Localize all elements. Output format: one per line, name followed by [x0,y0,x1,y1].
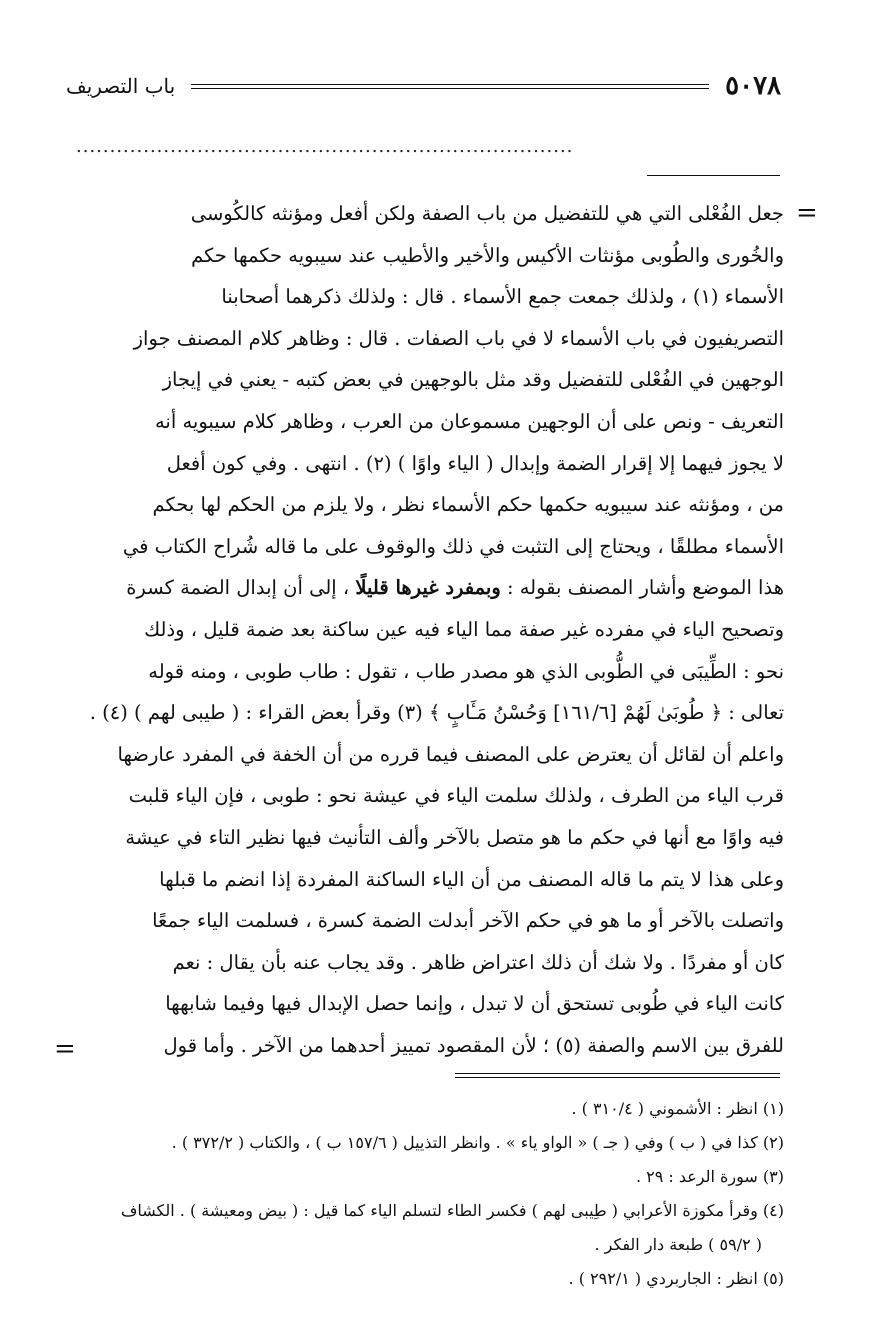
text-line: للفرق بين الاسم والصفة (٥) ؛ لأن المقصود تمييز أحدهما من الآخر . وأما قول [163,1033,784,1057]
text-line: واعلم أن لقائل أن يعترض على المصنف فيما قرره من أن الخفة في المفرد عارضها [117,742,784,766]
running-header [66,66,781,106]
text-line-quran-verse: تعالى : ﴿ طُوبَىٰ لَهُمْ [١٦١/٦] وَحُسْنُ مَـَٔابٍ ﴾ (٣) وقرأ بعض القراء : ( طيبى لهم ) (٤) . [89,701,784,725]
text-line: وتصحيح الياء في مفرده غير صفة مما الياء فيه عين ساكنة بعد ضمة قليل ، وذلك [144,617,784,641]
header-rule [191,84,709,89]
text-line: التعريف - ونص على أن الوجهين مسموعان من العرب ، وظاهر كلام سيبويه أنه [154,409,784,433]
footnote: (٢) كذا في ( ب ) وفي ( جـ ) « الواو ياء » . وانظر التذييل ( ١٥٧/٦ ب ) ، والكتاب ( ٣٧٢/٢ ) . [171,1133,784,1152]
text-line: الأسماء مطلقًا ، ويحتاج إلى التثبت في ذلك والوقوف على ما قاله شُراح الكتاب في [122,534,784,558]
text-line: الأسماء (١) ، ولذلك جمعت جمع الأسماء . قال : ولذلك ذكرهما أصحابنا [221,285,784,309]
footnote: (٤) وقرأ مكوزة الأعرابي ( طِيبى لهم ) فكسر الطاء لتسلم الياء كما قيل : ( بيض ومعيشة ) . الكشاف [120,1201,784,1220]
text-segment: ، إلى أن إبدال الضمة كسرة [126,576,356,600]
text-line: قرب الياء من الطرف ، ولذلك سلمت الياء في عيشة نحو : طوبى ، فإن الياء قلبت [128,784,784,808]
text-segment: هذا الموضع وأشار المصنف بقوله : [500,576,784,600]
text-line: الوجهين في الفُعْلى للتفضيل وقد مثل بالوجهين في بعض كتبه - يعني في إيجاز [162,368,784,392]
continuation-mark-start: = [796,198,818,228]
text-line: كانت الياء في طُوبى تستحق أن لا تبدل ، وإنما حصل الإبدال فيها وفيما شابهها [165,992,784,1016]
continuation-mark-end: = [54,1034,76,1064]
text-line: فيه واوًا مع أنها في حكم ما هو متصل بالآخر وألف التأنيث فيها نظير التاء في عيشة [125,825,784,849]
footnote: (١) انظر : الأشموني ( ٣١٠/٤ ) . [571,1099,784,1118]
footnotes-block [68,1092,784,1296]
text-line: جعل الفُعْلى التي هي للتفضيل من باب الصفة ولكن أفعل ومؤنثه كالكُوسى [190,202,784,225]
text-line: والخُورى والطُوبى مؤنثات الأكيس والأخير والأطيب عند سيبويه حكمها حكم [191,243,784,267]
text-line: كان أو مفردًا . ولا شك أن ذلك اعتراض ظاهر . وقد يجاب عنه بأن يقال : نعم [172,950,784,974]
text-line-with-quote [68,567,784,609]
text-line: التصريفيون في باب الأسماء لا في باب الصفات . قال : وظاهر كلام المصنف جواز [133,326,784,350]
quoted-author-phrase: وبمفرد غيرها قليلًا [355,576,501,600]
text-line: واتصلت بالآخر أو ما هو في حكم الآخر أبدلت الضمة كسرة ، فسلمت الياء جمعًا [152,909,784,933]
text-line: وعلى هذا لا يتم ما قاله المصنف من أن الياء الساكنة المفردة إذا انضم ما قبلها [159,867,784,891]
footnote: (٥) انظر : الجاربردي ( ٢٩٢/١ ) . [568,1269,784,1288]
dotted-separator: .......................................................................... [76,140,574,154]
footnote-separator-rule [455,1073,780,1078]
footnote: (٣) سورة الرعد : ٢٩ . [635,1167,784,1186]
main-text-block [68,193,784,1066]
page-number: ٥٠٧٨ [725,71,781,101]
text-line: لا يجوز فيهما إلا إقرار الضمة وإبدال ( الياء واوًا ) (٢) . انتهى . وفي كون أفعل [166,451,784,475]
text-line: نحو : الطِّيبَى في الطُّوبى الذي هو مصدر طاب ، تقول : طاب طوبى ، ومنه قوله [148,659,784,683]
text-line: من ، ومؤنثه عند سيبويه حكمها حكم الأسماء نظر ، ولا يلزم من الحكم لها بحكم [152,493,784,517]
footnote-continuation: ( ٥٩/٢ ) طبعة دار الفكر . [594,1235,762,1254]
short-separator-rule [647,175,780,176]
running-title: باب التصريف [66,74,176,98]
